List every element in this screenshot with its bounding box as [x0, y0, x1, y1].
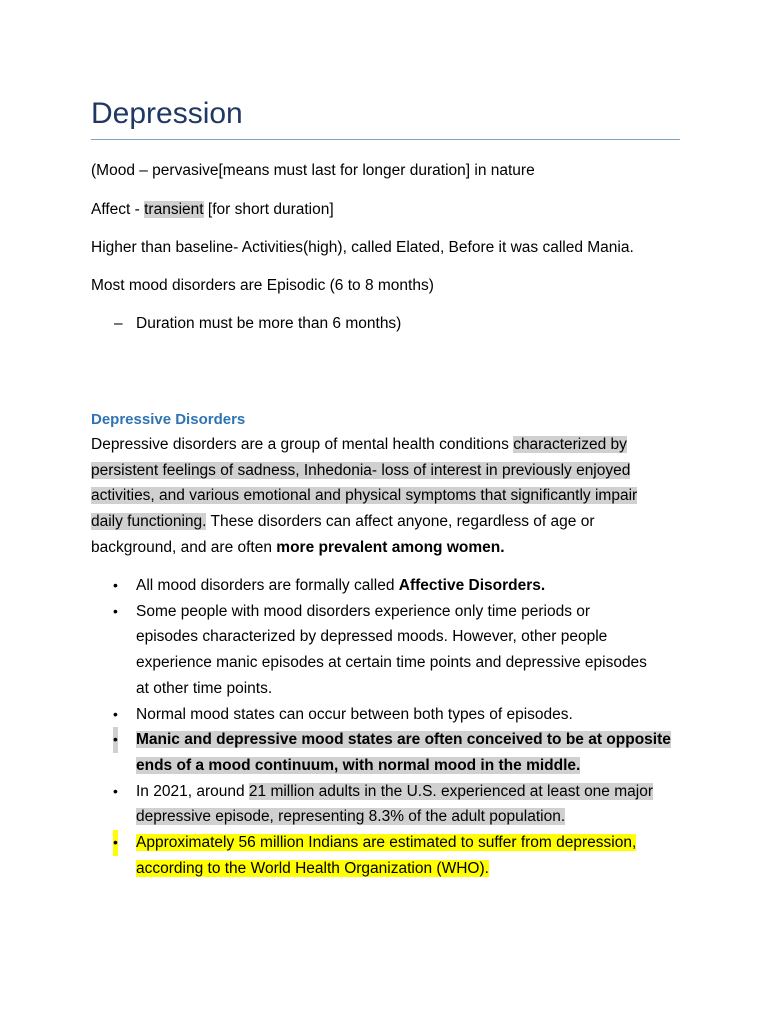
list-item: [91, 727, 691, 778]
duration-list-item: [114, 314, 401, 334]
list-item-line: [136, 804, 691, 830]
mood-line: (Mood – pervasive[means must last for longer duration] in nature: [91, 162, 535, 179]
list-item: [91, 599, 691, 702]
list-item-line: experience manic episodes at certain time points and depressive episodes: [136, 654, 647, 672]
paragraph-highlight: persistent feelings of sadness, Inhedonia- loss of interest in previously enjoyed: [91, 461, 631, 479]
list-item-text: In 2021, around: [136, 782, 249, 800]
higher-baseline-line: Higher than baseline- Activities(high), called Elated, Before it was called Mania.: [91, 239, 634, 256]
affect-line: [91, 200, 334, 220]
list-item-bold-highlight: Manic and depressive mood states are often conceived to be at opposite: [136, 731, 671, 749]
list-item-line: [136, 727, 691, 753]
bullet-icon: •: [113, 602, 118, 619]
paragraph-text: These disorders can affect anyone, regardless of age or: [206, 513, 595, 531]
paragraph-line: [91, 432, 681, 458]
affect-highlight: transient: [144, 201, 204, 218]
list-item: [91, 702, 691, 728]
affect-prefix: Affect -: [91, 201, 145, 218]
bullet-icon: •: [113, 727, 118, 753]
affect-suffix: [for short duration]: [203, 201, 334, 218]
list-item: [91, 779, 691, 830]
list-item-line: at other time points.: [136, 679, 273, 697]
paragraph-highlight: characterized by: [513, 436, 627, 453]
list-item-line: [136, 753, 691, 779]
depressive-disorders-paragraph: [91, 432, 681, 561]
list-item-line: episodes characterized by depressed moods. However, other people: [136, 628, 608, 646]
page-title: Depression: [91, 97, 243, 130]
list-item-highlight: Approximately 56 million Indians are estimated to suffer from depression,: [136, 834, 637, 852]
list-item-line: [136, 573, 691, 599]
bullet-icon: •: [113, 577, 118, 593]
list-item-line: [136, 779, 691, 805]
list-item-line: [136, 856, 691, 882]
list-item-line: Normal mood states can occur between both types of episodes.: [136, 705, 573, 723]
paragraph-highlight: activities, and various emotional and physical symptoms that significantly impair: [91, 487, 638, 505]
paragraph-line: [91, 483, 681, 509]
paragraph-bold: more prevalent among women.: [276, 538, 505, 556]
list-item-highlight: depressive episode, representing 8.3% of the adult population.: [136, 808, 566, 826]
list-item-highlight: 21 million adults in the U.S. experienced at least one major: [248, 782, 653, 800]
paragraph-text: background, and are often: [91, 538, 277, 556]
title-underline: [91, 139, 680, 140]
list-item-line: Some people with mood disorders experience only time periods or: [136, 602, 591, 620]
list-item-bold: Affective Disorders.: [398, 577, 546, 594]
duration-text: Duration must be more than 6 months): [136, 315, 402, 332]
section-heading: Depressive Disorders: [91, 411, 246, 428]
paragraph-line: [91, 535, 681, 561]
list-item-bold-highlight: ends of a mood continuum, with normal mood in the middle.: [136, 756, 581, 774]
list-item-line: [136, 830, 691, 856]
paragraph-line: [91, 509, 681, 535]
list-item-text: All mood disorders are formally called: [136, 577, 399, 594]
list-item: [91, 573, 691, 599]
dash-bullet: –: [114, 315, 123, 332]
list-item-highlight: according to the World Health Organization (WHO).: [136, 859, 489, 877]
bullet-icon: •: [113, 782, 118, 799]
episodic-line: Most mood disorders are Episodic (6 to 8 months): [91, 277, 434, 294]
bullet-list: [91, 573, 691, 881]
list-item: [91, 830, 691, 881]
bullet-icon: •: [113, 830, 118, 856]
paragraph-highlight: daily functioning.: [91, 513, 207, 531]
paragraph-line: [91, 458, 681, 484]
paragraph-text: Depressive disorders are a group of mental health conditions: [91, 436, 514, 453]
bullet-icon: •: [113, 705, 118, 722]
